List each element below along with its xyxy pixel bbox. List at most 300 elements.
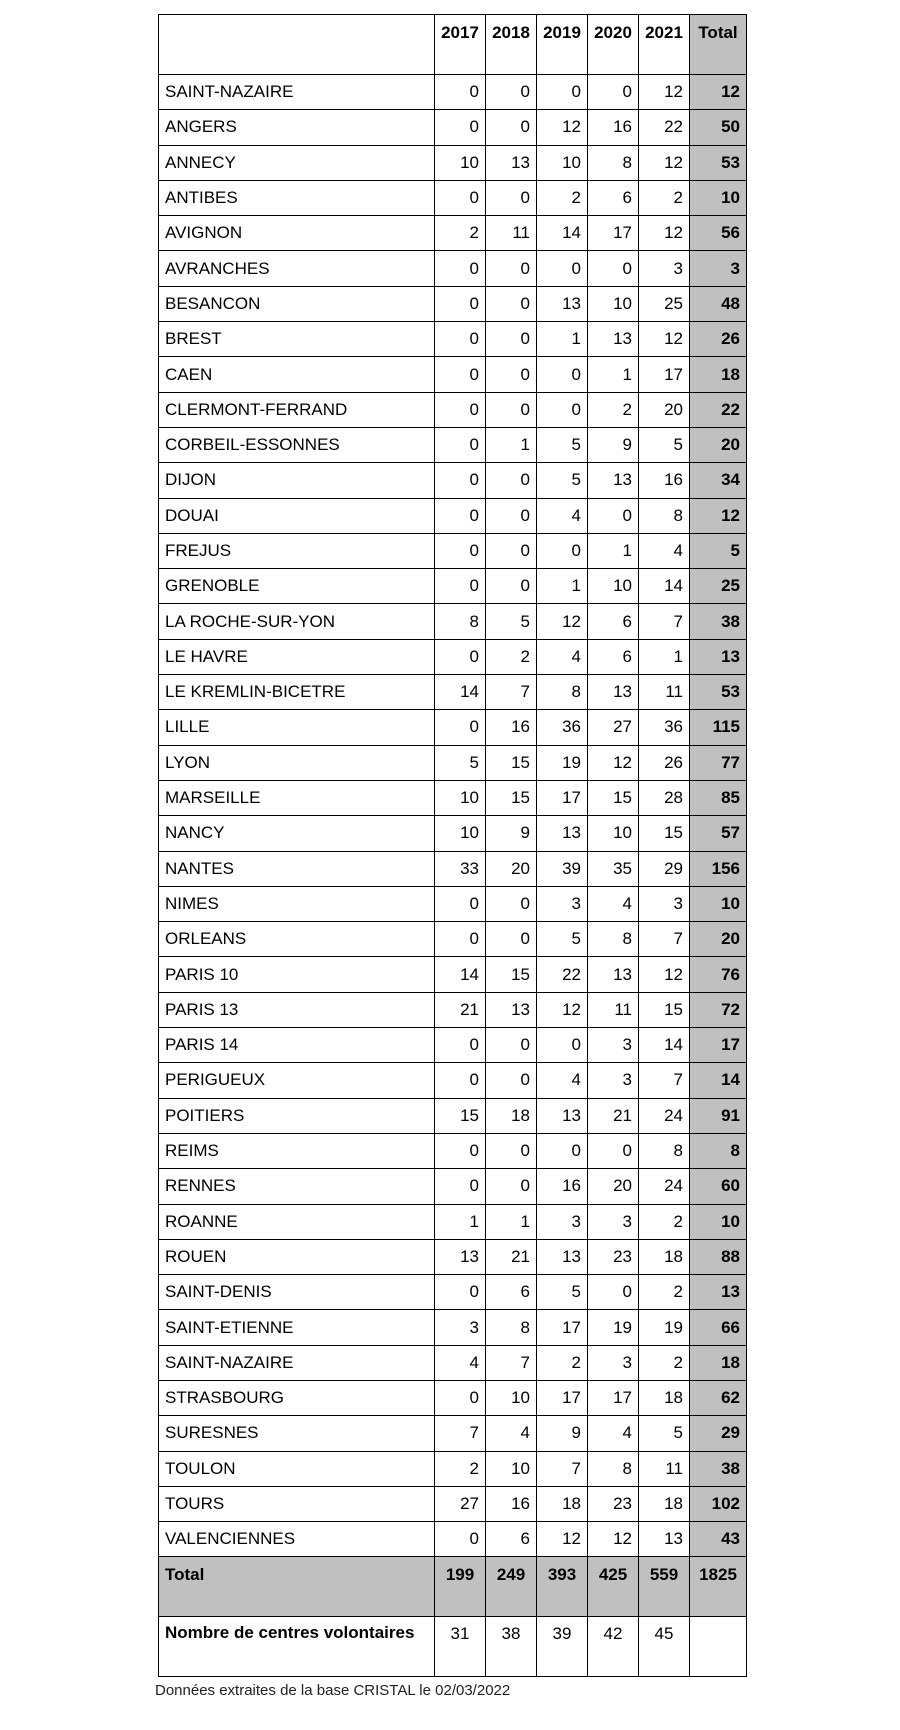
year-value-cell: 3 — [588, 1345, 639, 1380]
year-value-cell: 3 — [537, 886, 588, 921]
year-value-cell: 13 — [588, 675, 639, 710]
year-value-cell: 1 — [486, 427, 537, 462]
year-value-cell: 8 — [588, 922, 639, 957]
year-value-cell: 0 — [486, 286, 537, 321]
year-value-cell: 15 — [486, 745, 537, 780]
totals-row — [159, 1557, 747, 1617]
year-value-cell: 13 — [537, 1098, 588, 1133]
year-value-cell: 18 — [486, 1098, 537, 1133]
header-cell-2017: 2017 — [435, 15, 486, 75]
year-value-cell: 11 — [486, 216, 537, 251]
row-total-cell: 85 — [690, 780, 747, 815]
table-row — [159, 922, 747, 957]
year-value-cell: 10 — [435, 780, 486, 815]
center-name-cell: SURESNES — [159, 1416, 435, 1451]
year-value-cell: 0 — [537, 392, 588, 427]
table-row — [159, 1522, 747, 1557]
year-value-cell: 11 — [588, 992, 639, 1027]
row-total-cell: 18 — [690, 1345, 747, 1380]
totals-cell: 393 — [537, 1557, 588, 1617]
year-value-cell: 13 — [588, 322, 639, 357]
year-value-cell: 7 — [435, 1416, 486, 1451]
row-total-cell: 34 — [690, 463, 747, 498]
center-name-cell: ROUEN — [159, 1239, 435, 1274]
row-total-cell: 60 — [690, 1169, 747, 1204]
year-value-cell: 28 — [639, 780, 690, 815]
year-value-cell: 13 — [639, 1522, 690, 1557]
year-value-cell: 13 — [486, 145, 537, 180]
header-row — [159, 15, 747, 75]
year-value-cell: 2 — [435, 216, 486, 251]
row-total-cell: 25 — [690, 569, 747, 604]
year-value-cell: 5 — [537, 463, 588, 498]
volunteers-total-cell — [690, 1617, 747, 1677]
year-value-cell: 7 — [639, 1063, 690, 1098]
year-value-cell: 20 — [486, 851, 537, 886]
center-name-cell: ANGERS — [159, 110, 435, 145]
header-cell-2021: 2021 — [639, 15, 690, 75]
year-value-cell: 0 — [486, 1063, 537, 1098]
year-value-cell: 0 — [486, 463, 537, 498]
year-value-cell: 8 — [639, 1133, 690, 1168]
year-value-cell: 15 — [435, 1098, 486, 1133]
table-row — [159, 1204, 747, 1239]
center-name-cell: SAINT-ETIENNE — [159, 1310, 435, 1345]
year-value-cell: 4 — [588, 1416, 639, 1451]
table-row — [159, 1416, 747, 1451]
volunteers-label: Nombre de centres volontaires — [159, 1617, 435, 1677]
year-value-cell: 8 — [435, 604, 486, 639]
center-name-cell: NIMES — [159, 886, 435, 921]
center-name-cell: DIJON — [159, 463, 435, 498]
year-value-cell: 6 — [588, 180, 639, 215]
year-value-cell: 0 — [435, 75, 486, 110]
year-value-cell: 12 — [639, 322, 690, 357]
year-value-cell: 36 — [639, 710, 690, 745]
year-value-cell: 2 — [639, 1275, 690, 1310]
year-value-cell: 4 — [639, 533, 690, 568]
table-row — [159, 1063, 747, 1098]
center-name-cell: FREJUS — [159, 533, 435, 568]
year-value-cell: 12 — [537, 604, 588, 639]
year-value-cell: 0 — [435, 498, 486, 533]
center-name-cell: SAINT-NAZAIRE — [159, 75, 435, 110]
year-value-cell: 14 — [639, 1028, 690, 1063]
year-value-cell: 13 — [537, 816, 588, 851]
center-name-cell: NANCY — [159, 816, 435, 851]
year-value-cell: 13 — [537, 286, 588, 321]
year-value-cell: 5 — [639, 427, 690, 462]
year-value-cell: 4 — [537, 1063, 588, 1098]
table-row — [159, 75, 747, 110]
row-total-cell: 3 — [690, 251, 747, 286]
totals-cell: 425 — [588, 1557, 639, 1617]
year-value-cell: 12 — [639, 216, 690, 251]
year-value-cell: 2 — [537, 180, 588, 215]
center-name-cell: DOUAI — [159, 498, 435, 533]
year-value-cell: 3 — [639, 251, 690, 286]
year-value-cell: 10 — [435, 145, 486, 180]
center-name-cell: PARIS 13 — [159, 992, 435, 1027]
year-value-cell: 12 — [639, 145, 690, 180]
row-total-cell: 17 — [690, 1028, 747, 1063]
year-value-cell: 15 — [639, 992, 690, 1027]
volunteers-cell: 38 — [486, 1617, 537, 1677]
year-value-cell: 0 — [435, 1028, 486, 1063]
totals-label: Total — [159, 1557, 435, 1617]
row-total-cell: 102 — [690, 1486, 747, 1521]
center-name-cell: LE HAVRE — [159, 639, 435, 674]
year-value-cell: 0 — [486, 322, 537, 357]
year-value-cell: 0 — [486, 110, 537, 145]
totals-cell: 559 — [639, 1557, 690, 1617]
year-value-cell: 0 — [435, 639, 486, 674]
year-value-cell: 23 — [588, 1239, 639, 1274]
row-total-cell: 5 — [690, 533, 747, 568]
row-total-cell: 88 — [690, 1239, 747, 1274]
table-row — [159, 463, 747, 498]
year-value-cell: 0 — [588, 75, 639, 110]
year-value-cell: 12 — [588, 745, 639, 780]
year-value-cell: 12 — [639, 75, 690, 110]
year-value-cell: 14 — [537, 216, 588, 251]
row-total-cell: 8 — [690, 1133, 747, 1168]
year-value-cell: 16 — [486, 1486, 537, 1521]
table-row — [159, 569, 747, 604]
center-name-cell: LYON — [159, 745, 435, 780]
year-value-cell: 2 — [639, 180, 690, 215]
year-value-cell: 0 — [588, 1133, 639, 1168]
center-name-cell: CLERMONT-FERRAND — [159, 392, 435, 427]
year-value-cell: 18 — [639, 1380, 690, 1415]
year-value-cell: 20 — [639, 392, 690, 427]
year-value-cell: 33 — [435, 851, 486, 886]
year-value-cell: 1 — [588, 533, 639, 568]
year-value-cell: 5 — [435, 745, 486, 780]
volunteers-cell: 39 — [537, 1617, 588, 1677]
row-total-cell: 38 — [690, 1451, 747, 1486]
year-value-cell: 18 — [537, 1486, 588, 1521]
table-row — [159, 392, 747, 427]
year-value-cell: 0 — [486, 922, 537, 957]
year-value-cell: 10 — [486, 1451, 537, 1486]
year-value-cell: 2 — [588, 392, 639, 427]
year-value-cell: 17 — [537, 780, 588, 815]
center-name-cell: ANNECY — [159, 145, 435, 180]
year-value-cell: 14 — [435, 957, 486, 992]
row-total-cell: 91 — [690, 1098, 747, 1133]
year-value-cell: 0 — [588, 498, 639, 533]
row-total-cell: 115 — [690, 710, 747, 745]
table-row — [159, 1098, 747, 1133]
year-value-cell: 17 — [639, 357, 690, 392]
year-value-cell: 7 — [639, 922, 690, 957]
table-row — [159, 675, 747, 710]
year-value-cell: 8 — [588, 145, 639, 180]
row-total-cell: 77 — [690, 745, 747, 780]
center-name-cell: LA ROCHE-SUR-YON — [159, 604, 435, 639]
year-value-cell: 0 — [435, 1133, 486, 1168]
table-row — [159, 710, 747, 745]
year-value-cell: 17 — [588, 216, 639, 251]
center-name-cell: BESANCON — [159, 286, 435, 321]
table-row — [159, 1345, 747, 1380]
year-value-cell: 9 — [486, 816, 537, 851]
year-value-cell: 3 — [588, 1063, 639, 1098]
year-value-cell: 0 — [435, 180, 486, 215]
year-value-cell: 13 — [588, 463, 639, 498]
volunteers-cell: 31 — [435, 1617, 486, 1677]
header-cell-2018: 2018 — [486, 15, 537, 75]
center-name-cell: BREST — [159, 322, 435, 357]
year-value-cell: 2 — [435, 1451, 486, 1486]
table-row — [159, 180, 747, 215]
year-value-cell: 1 — [486, 1204, 537, 1239]
row-total-cell: 76 — [690, 957, 747, 992]
year-value-cell: 2 — [537, 1345, 588, 1380]
year-value-cell: 17 — [537, 1310, 588, 1345]
year-value-cell: 0 — [588, 1275, 639, 1310]
center-name-cell: PARIS 10 — [159, 957, 435, 992]
year-value-cell: 0 — [486, 75, 537, 110]
year-value-cell: 22 — [639, 110, 690, 145]
year-value-cell: 29 — [639, 851, 690, 886]
row-total-cell: 53 — [690, 675, 747, 710]
year-value-cell: 0 — [435, 569, 486, 604]
year-value-cell: 27 — [435, 1486, 486, 1521]
table-row — [159, 851, 747, 886]
center-name-cell: SAINT-DENIS — [159, 1275, 435, 1310]
year-value-cell: 0 — [486, 533, 537, 568]
center-name-cell: TOURS — [159, 1486, 435, 1521]
table-row — [159, 957, 747, 992]
header-cell-2020: 2020 — [588, 15, 639, 75]
year-value-cell: 16 — [486, 710, 537, 745]
row-total-cell: 50 — [690, 110, 747, 145]
year-value-cell: 35 — [588, 851, 639, 886]
year-value-cell: 12 — [588, 1522, 639, 1557]
year-value-cell: 0 — [435, 886, 486, 921]
row-total-cell: 43 — [690, 1522, 747, 1557]
year-value-cell: 4 — [486, 1416, 537, 1451]
centers-table — [158, 14, 747, 1677]
row-total-cell: 56 — [690, 216, 747, 251]
table-row — [159, 992, 747, 1027]
table-row — [159, 1028, 747, 1063]
table-row — [159, 1486, 747, 1521]
year-value-cell: 6 — [588, 639, 639, 674]
year-value-cell: 19 — [588, 1310, 639, 1345]
year-value-cell: 7 — [537, 1451, 588, 1486]
row-total-cell: 10 — [690, 180, 747, 215]
center-name-cell: LILLE — [159, 710, 435, 745]
table-row — [159, 286, 747, 321]
center-name-cell: ANTIBES — [159, 180, 435, 215]
table-row — [159, 322, 747, 357]
year-value-cell: 5 — [639, 1416, 690, 1451]
year-value-cell: 6 — [486, 1522, 537, 1557]
row-total-cell: 62 — [690, 1380, 747, 1415]
row-total-cell: 66 — [690, 1310, 747, 1345]
year-value-cell: 23 — [588, 1486, 639, 1521]
year-value-cell: 3 — [435, 1310, 486, 1345]
year-value-cell: 0 — [486, 498, 537, 533]
year-value-cell: 24 — [639, 1098, 690, 1133]
year-value-cell: 2 — [639, 1345, 690, 1380]
row-total-cell: 53 — [690, 145, 747, 180]
year-value-cell: 11 — [639, 1451, 690, 1486]
year-value-cell: 12 — [537, 110, 588, 145]
year-value-cell: 4 — [537, 639, 588, 674]
row-total-cell: 38 — [690, 604, 747, 639]
year-value-cell: 8 — [537, 675, 588, 710]
year-value-cell: 19 — [639, 1310, 690, 1345]
year-value-cell: 10 — [588, 569, 639, 604]
year-value-cell: 36 — [537, 710, 588, 745]
year-value-cell: 1 — [435, 1204, 486, 1239]
year-value-cell: 5 — [486, 604, 537, 639]
center-name-cell: REIMS — [159, 1133, 435, 1168]
year-value-cell: 11 — [639, 675, 690, 710]
table-row — [159, 216, 747, 251]
year-value-cell: 9 — [588, 427, 639, 462]
year-value-cell: 16 — [639, 463, 690, 498]
table-row — [159, 1239, 747, 1274]
row-total-cell: 29 — [690, 1416, 747, 1451]
center-name-cell: ORLEANS — [159, 922, 435, 957]
center-name-cell: AVRANCHES — [159, 251, 435, 286]
center-name-cell: GRENOBLE — [159, 569, 435, 604]
year-value-cell: 13 — [486, 992, 537, 1027]
year-value-cell: 0 — [537, 533, 588, 568]
year-value-cell: 19 — [537, 745, 588, 780]
row-total-cell: 10 — [690, 1204, 747, 1239]
year-value-cell: 0 — [588, 251, 639, 286]
row-total-cell: 12 — [690, 75, 747, 110]
center-name-cell: CORBEIL-ESSONNES — [159, 427, 435, 462]
year-value-cell: 20 — [588, 1169, 639, 1204]
year-value-cell: 27 — [588, 710, 639, 745]
table-row — [159, 1451, 747, 1486]
year-value-cell: 3 — [639, 886, 690, 921]
year-value-cell: 13 — [435, 1239, 486, 1274]
year-value-cell: 12 — [537, 992, 588, 1027]
year-value-cell: 17 — [588, 1380, 639, 1415]
year-value-cell: 25 — [639, 286, 690, 321]
year-value-cell: 7 — [486, 675, 537, 710]
year-value-cell: 0 — [537, 357, 588, 392]
grand-total-cell: 1825 — [690, 1557, 747, 1617]
year-value-cell: 3 — [588, 1028, 639, 1063]
year-value-cell: 21 — [588, 1098, 639, 1133]
year-value-cell: 0 — [435, 1522, 486, 1557]
year-value-cell: 7 — [486, 1345, 537, 1380]
row-total-cell: 22 — [690, 392, 747, 427]
year-value-cell: 0 — [537, 251, 588, 286]
year-value-cell: 0 — [486, 1028, 537, 1063]
row-total-cell: 14 — [690, 1063, 747, 1098]
table-row — [159, 145, 747, 180]
year-value-cell: 0 — [537, 1133, 588, 1168]
row-total-cell: 13 — [690, 639, 747, 674]
table-row — [159, 745, 747, 780]
year-value-cell: 10 — [537, 145, 588, 180]
year-value-cell: 0 — [435, 322, 486, 357]
center-name-cell: SAINT-NAZAIRE — [159, 1345, 435, 1380]
row-total-cell: 13 — [690, 1275, 747, 1310]
table-row — [159, 110, 747, 145]
table-row — [159, 251, 747, 286]
totals-cell: 249 — [486, 1557, 537, 1617]
center-name-cell: TOULON — [159, 1451, 435, 1486]
header-cell-name — [159, 15, 435, 75]
year-value-cell: 1 — [639, 639, 690, 674]
year-value-cell: 4 — [588, 886, 639, 921]
year-value-cell: 13 — [537, 1239, 588, 1274]
table-body — [159, 75, 747, 1557]
year-value-cell: 9 — [537, 1416, 588, 1451]
year-value-cell: 15 — [588, 780, 639, 815]
year-value-cell: 0 — [435, 357, 486, 392]
year-value-cell: 18 — [639, 1239, 690, 1274]
table-row — [159, 1169, 747, 1204]
year-value-cell: 0 — [486, 180, 537, 215]
row-total-cell: 12 — [690, 498, 747, 533]
year-value-cell: 0 — [435, 251, 486, 286]
year-value-cell: 5 — [537, 922, 588, 957]
year-value-cell: 0 — [537, 75, 588, 110]
table-row — [159, 780, 747, 815]
year-value-cell: 3 — [537, 1204, 588, 1239]
volunteers-cell: 45 — [639, 1617, 690, 1677]
year-value-cell: 14 — [639, 569, 690, 604]
row-total-cell: 57 — [690, 816, 747, 851]
center-name-cell: ROANNE — [159, 1204, 435, 1239]
year-value-cell: 5 — [537, 427, 588, 462]
volunteers-cell: 42 — [588, 1617, 639, 1677]
year-value-cell: 0 — [435, 392, 486, 427]
year-value-cell: 10 — [435, 816, 486, 851]
year-value-cell: 21 — [435, 992, 486, 1027]
year-value-cell: 0 — [486, 1133, 537, 1168]
year-value-cell: 0 — [435, 1169, 486, 1204]
year-value-cell: 0 — [435, 1380, 486, 1415]
table-row — [159, 498, 747, 533]
table-row — [159, 357, 747, 392]
year-value-cell: 21 — [486, 1239, 537, 1274]
year-value-cell: 39 — [537, 851, 588, 886]
table-row — [159, 1380, 747, 1415]
year-value-cell: 0 — [435, 922, 486, 957]
row-total-cell: 156 — [690, 851, 747, 886]
year-value-cell: 2 — [486, 639, 537, 674]
year-value-cell: 8 — [639, 498, 690, 533]
year-value-cell: 15 — [639, 816, 690, 851]
year-value-cell: 7 — [639, 604, 690, 639]
year-value-cell: 17 — [537, 1380, 588, 1415]
year-value-cell: 12 — [639, 957, 690, 992]
year-value-cell: 0 — [435, 710, 486, 745]
center-name-cell: PARIS 14 — [159, 1028, 435, 1063]
row-total-cell: 26 — [690, 322, 747, 357]
center-name-cell: NANTES — [159, 851, 435, 886]
year-value-cell: 0 — [486, 569, 537, 604]
year-value-cell: 24 — [639, 1169, 690, 1204]
year-value-cell: 0 — [435, 427, 486, 462]
year-value-cell: 0 — [435, 1063, 486, 1098]
totals-cell: 199 — [435, 1557, 486, 1617]
header-cell-2019: 2019 — [537, 15, 588, 75]
